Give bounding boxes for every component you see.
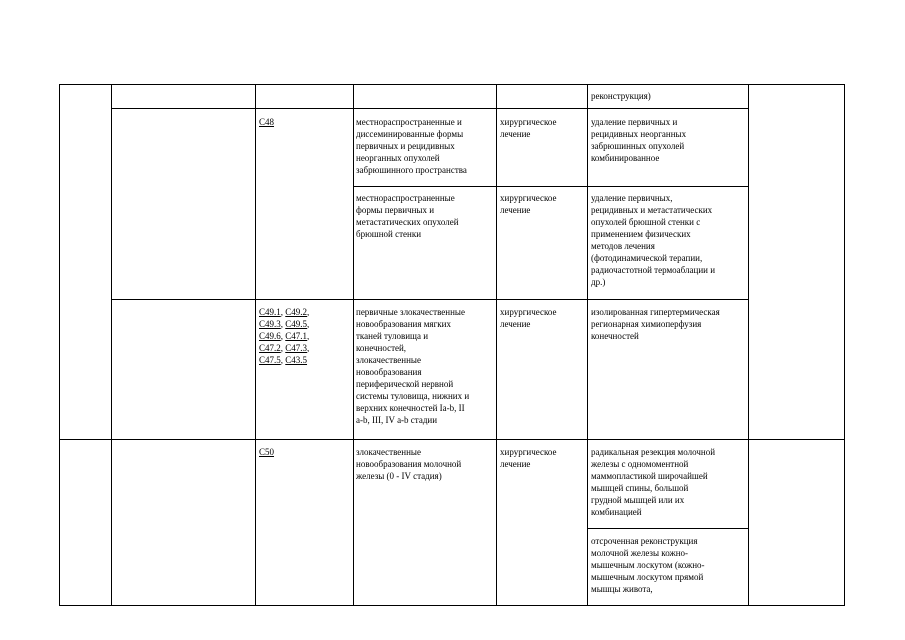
method-line: радикальная резекция молочной <box>591 447 716 457</box>
model-line: конечностей, <box>356 343 407 353</box>
row-divider <box>353 186 749 187</box>
method-line: регионарная химиоперфузия <box>591 319 702 329</box>
method-line: реконструкция) <box>591 91 651 101</box>
icd-code-link[interactable]: C47.3 <box>285 343 308 353</box>
method-line: железы с одномоментной <box>591 459 689 469</box>
code-line: C49.1, C49.2, <box>259 307 310 317</box>
method-line: маммопластикой широчайшей <box>591 471 708 481</box>
column-divider <box>353 84 354 606</box>
model-line: местнораспространенные и <box>356 117 462 127</box>
model-line: a-b, III, IV a-b стадии <box>356 415 438 425</box>
code-line: C47.2, C47.3, <box>259 343 310 353</box>
method-line: опухолей брюшной стенки с <box>591 217 701 227</box>
method-line: радиочастотной термоаблации и <box>591 265 716 275</box>
table-border-left <box>59 84 60 606</box>
treatment-cell <box>500 446 556 470</box>
code-line: C49.3, C49.5, <box>259 319 310 329</box>
method-line: рецидивных неорганных <box>591 129 687 139</box>
method-line: мышцей спины, большой <box>591 483 689 493</box>
model-line: новообразования <box>356 367 422 377</box>
row-divider <box>59 439 845 440</box>
model-line: верхних конечностей Ia-b, II <box>356 403 465 413</box>
method-cell <box>591 446 715 518</box>
model-line: первичных и рецидивных <box>356 141 455 151</box>
model-line: забрюшинного пространства <box>356 165 467 175</box>
icd-code-link[interactable]: C49.6 <box>259 331 281 341</box>
treatment-line: лечение <box>500 459 531 469</box>
model-line: неорганных опухолей <box>356 153 440 163</box>
treatment-line: хирургическое <box>500 307 557 317</box>
model-cell <box>356 116 467 176</box>
treatment-line: хирургическое <box>500 447 557 457</box>
method-line: удаление первичных и <box>591 117 678 127</box>
method-line: забрюшинных опухолей <box>591 141 685 151</box>
icd-code-link[interactable]: C49.1 <box>259 307 281 317</box>
model-line: местнораспространенные <box>356 193 455 203</box>
model-line: формы первичных и <box>356 205 435 215</box>
code-cell <box>259 446 274 458</box>
model-line: диссеминированные формы <box>356 129 464 139</box>
method-cell <box>591 306 720 342</box>
method-cell <box>591 535 705 595</box>
model-line: первичные злокачественные <box>356 307 465 317</box>
icd-code-link[interactable]: C48 <box>259 117 275 127</box>
method-cell <box>591 192 715 288</box>
model-line: брюшной стенки <box>356 229 422 239</box>
code-line: C47.5, C43.5 <box>259 355 308 365</box>
code-cell <box>259 306 309 366</box>
treatment-cell <box>500 306 556 330</box>
icd-code-link[interactable]: C49.3 <box>259 319 281 329</box>
icd-code-link[interactable]: C49.5 <box>285 319 308 329</box>
method-line: мышечным лоскутом (кожно- <box>591 560 705 570</box>
model-line: злокачественные <box>356 447 421 457</box>
method-line: грудной мышцей или их <box>591 495 685 505</box>
method-line: рецидивных и метастатических <box>591 205 713 215</box>
method-line: др.) <box>591 277 606 287</box>
method-line: комбинированное <box>591 153 660 163</box>
model-line: системы туловища, нижних и <box>356 391 470 401</box>
method-line: мышечным лоскутом прямой <box>591 572 704 582</box>
document-table <box>59 84 845 606</box>
treatment-cell <box>500 192 556 216</box>
table-border-right <box>844 84 845 606</box>
icd-code-link[interactable]: C47.1 <box>285 331 308 341</box>
row-divider <box>111 108 749 109</box>
model-line: периферической нервной <box>356 379 454 389</box>
method-line: изолированная гипертермическая <box>591 307 720 317</box>
icd-code-link[interactable]: C50 <box>259 447 275 457</box>
treatment-cell <box>500 116 556 140</box>
method-line: мышцы живота, <box>591 584 653 594</box>
icd-code-link[interactable]: C43.5 <box>285 355 308 365</box>
model-cell <box>356 306 469 426</box>
treatment-line: хирургическое <box>500 117 557 127</box>
column-divider <box>255 84 256 606</box>
model-cell <box>356 446 461 482</box>
treatment-line: хирургическое <box>500 193 557 203</box>
method-line: применением физических <box>591 229 691 239</box>
code-cell <box>259 116 274 128</box>
model-line: злокачественные <box>356 355 421 365</box>
row-divider <box>587 528 749 529</box>
treatment-line: лечение <box>500 319 531 329</box>
treatment-line: лечение <box>500 129 531 139</box>
model-line: тканей туловища и <box>356 331 429 341</box>
row-divider <box>111 299 749 300</box>
method-line: молочной железы кожно- <box>591 548 689 558</box>
method-line: (фотодинамической терапии, <box>591 253 703 263</box>
model-line: новообразования мягких <box>356 319 451 329</box>
code-line: C49.6, C47.1, <box>259 331 310 341</box>
column-divider <box>496 84 497 606</box>
method-line: удаление первичных, <box>591 193 673 203</box>
table-border-top <box>59 84 845 85</box>
icd-code-link[interactable]: C47.5 <box>259 355 281 365</box>
method-line: комбинацией <box>591 507 642 517</box>
treatment-line: лечение <box>500 205 531 215</box>
method-cell <box>591 116 686 164</box>
icd-code-link[interactable]: C47.2 <box>259 343 281 353</box>
model-line: метастатических опухолей <box>356 217 459 227</box>
method-cell <box>591 90 651 102</box>
table-border-bottom <box>59 605 845 606</box>
model-cell <box>356 192 459 240</box>
method-line: отсроченная реконструкция <box>591 536 698 546</box>
method-line: методов лечения <box>591 241 655 251</box>
method-line: конечностей <box>591 331 639 341</box>
model-line: железы (0 - IV стадия) <box>356 471 442 481</box>
icd-code-link[interactable]: C49.2 <box>285 307 308 317</box>
model-line: новообразования молочной <box>356 459 462 469</box>
column-divider <box>111 84 112 606</box>
